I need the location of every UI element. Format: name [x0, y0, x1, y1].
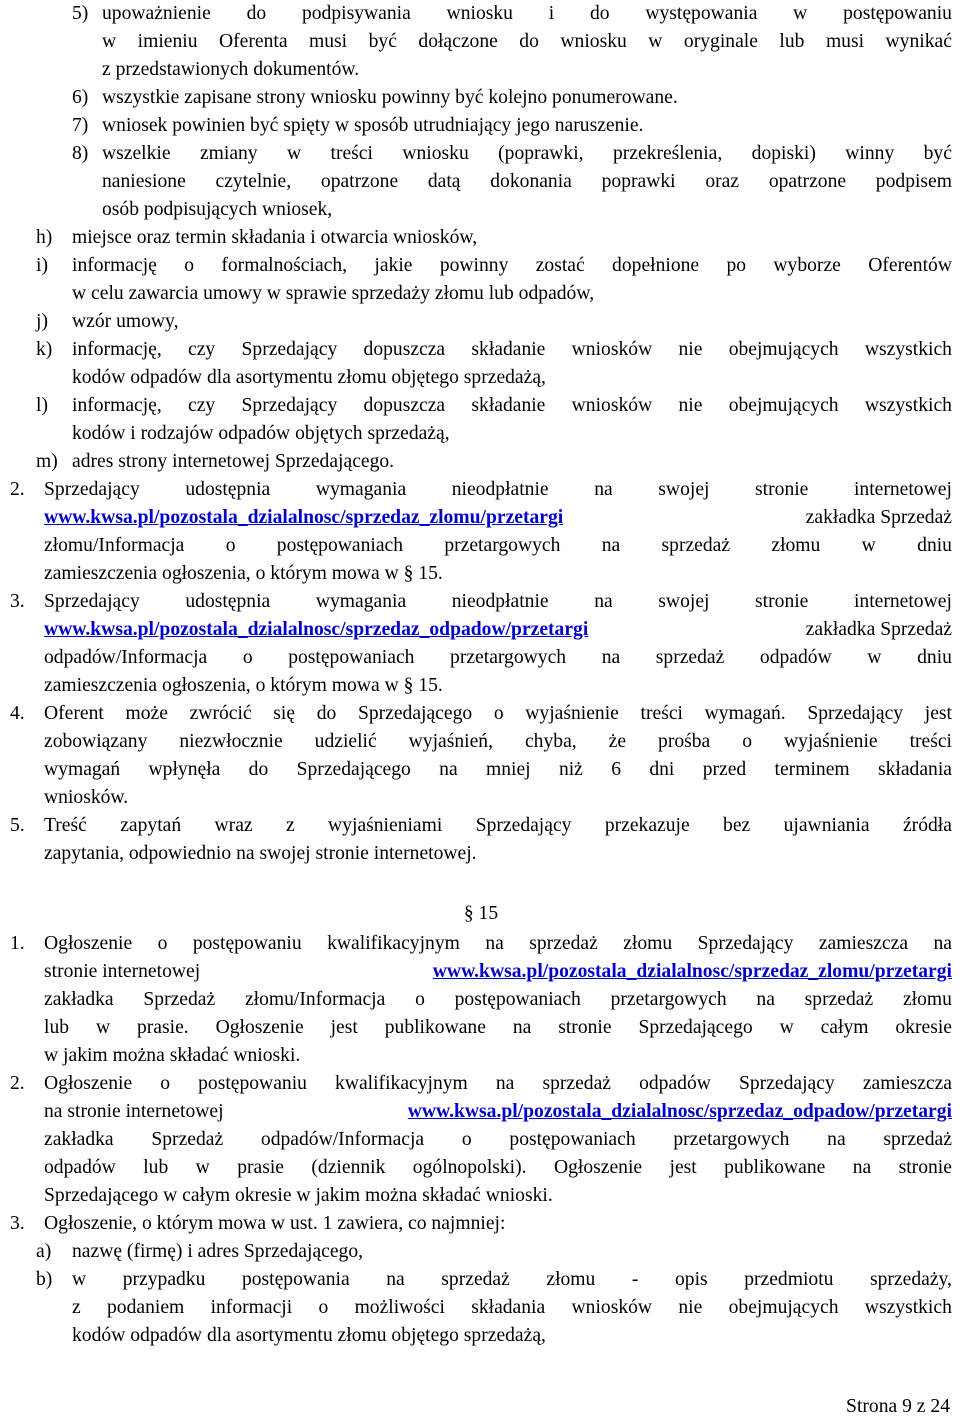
paragraph-number: 5. [10, 815, 25, 836]
paragraph-line [44, 616, 952, 644]
paragraph-line: zapytania, odpowiednio na swojej stronie internetowej. [44, 843, 477, 864]
paragraph-line: Sprzedający udostępnia wymagania nieodpłatnie na swojej stronie internetowej [44, 591, 952, 612]
letter-item-line: kodów odpadów dla asortymentu złomu objętego sprzedażą, [72, 367, 546, 388]
sub-item-line: w imieniu Oferenta musi być dołączone do wniosku w oryginale lub musi wynikać [102, 31, 952, 52]
letter-item-label: b) [36, 1269, 53, 1290]
paragraph-line: Sprzedającego w całym okresie w jakim można składać wnioski. [44, 1185, 553, 1206]
paragraph-number: 3. [10, 591, 25, 612]
letter-item-line: adres strony internetowej Sprzedającego. [72, 451, 395, 472]
paragraph-line [44, 504, 952, 532]
letter-item-label: h) [36, 227, 53, 248]
paragraph-line [44, 958, 952, 986]
letter-item-line: nazwę (firmę) i adres Sprzedającego, [72, 1241, 364, 1262]
scrap-tenders-link[interactable]: www.kwsa.pl/pozostala_dzialalnosc/sprzedaz_zlomu/przetargi [432, 961, 952, 982]
paragraph-text: zakładka Sprzedaż [805, 507, 952, 528]
letter-item-label: l) [36, 395, 48, 416]
sub-item-number: 8) [72, 143, 89, 164]
paragraph-line: zobowiązany niezwłocznie udzielić wyjaśnień, chyba, że prośba o wyjaśnienie treści [44, 731, 952, 752]
paragraph-line: lub w prasie. Ogłoszenie jest publikowane na stronie Sprzedającego w całym okresie [44, 1017, 952, 1038]
paragraph-number: 2. [10, 479, 25, 500]
paragraph-line: Sprzedający udostępnia wymagania nieodpłatnie na swojej stronie internetowej [44, 479, 952, 500]
paragraph-line: Oferent może zwrócić się do Sprzedającego o wyjaśnienie treści wymagań. Sprzedający jest [44, 703, 952, 724]
sub-item-number: 5) [72, 3, 89, 24]
letter-item-line: informację o formalnościach, jakie powinny zostać dopełnione po wyborze Oferentów [72, 255, 952, 276]
paragraph-line: Ogłoszenie, o którym mowa w ust. 1 zawiera, co najmniej: [44, 1213, 506, 1234]
paragraph-text: stronie internetowej [44, 961, 201, 982]
letter-item-line: wzór umowy, [72, 311, 179, 332]
paragraph-number: 1. [10, 933, 25, 954]
paragraph-line [44, 1098, 952, 1126]
sub-item-line: naniesione czytelnie, opatrzone datą dokonania poprawki oraz opatrzone podpisem [102, 171, 952, 192]
letter-item-line: informację, czy Sprzedający dopuszcza składanie wniosków nie obejmujących wszystkich [72, 395, 952, 416]
paragraph-line: wniosków. [44, 787, 129, 808]
sub-item-line: osób podpisujących wniosek, [102, 199, 333, 220]
letter-item-line: miejsce oraz termin składania i otwarcia wniosków, [72, 227, 478, 248]
paragraph-line: wymagań wpłynęła do Sprzedającego na mniej niż 6 dni przed terminem składania [44, 759, 952, 780]
letter-item-line: w przypadku postępowania na sprzedaż złomu - opis przedmiotu sprzedaży, [72, 1269, 952, 1290]
paragraph-line: Treść zapytań wraz z wyjaśnieniami Sprzedający przekazuje bez ujawniania źródła [44, 815, 952, 836]
sub-item-line: z przedstawionych dokumentów. [102, 59, 360, 80]
sub-item-number: 7) [72, 115, 89, 136]
letter-item-label: a) [36, 1241, 52, 1262]
paragraph-line: w jakim można składać wnioski. [44, 1045, 301, 1066]
sub-item-line: wszelkie zmiany w treści wniosku (poprawki, przekreślenia, dopiski) winny być [102, 143, 952, 164]
sub-item-line: upoważnienie do podpisywania wniosku i do występowania w postępowaniu [102, 3, 952, 24]
paragraph-line: zakładka Sprzedaż odpadów/Informacja o postępowaniach przetargowych na sprzedaż [44, 1129, 952, 1150]
page-number-footer: Strona 9 z 24 [846, 1396, 950, 1417]
paragraph-number: 2. [10, 1073, 25, 1094]
paragraph-line: zamieszczenia ogłoszenia, o którym mowa w § 15. [44, 675, 443, 696]
letter-item-label: i) [36, 255, 48, 276]
paragraph-line: zamieszczenia ogłoszenia, o którym mowa w § 15. [44, 563, 443, 584]
paragraph-line: zakładka Sprzedaż złomu/Informacja o postępowaniach przetargowych na sprzedaż złomu [44, 989, 952, 1010]
paragraph-line: złomu/Informacja o postępowaniach przetargowych na sprzedaż złomu w dniu [44, 535, 952, 556]
sub-item-line: wszystkie zapisane strony wniosku powinny być kolejno ponumerowane. [102, 87, 678, 108]
paragraph-number: 4. [10, 703, 25, 724]
sub-item-number: 6) [72, 87, 89, 108]
paragraph-text: zakładka Sprzedaż [805, 619, 952, 640]
paragraph-line: Ogłoszenie o postępowaniu kwalifikacyjnym na sprzedaż złomu Sprzedający zamieszcza na [44, 933, 952, 954]
paragraph-text: na stronie internetowej [44, 1101, 224, 1122]
letter-item-line: z podaniem informacji o możliwości składania wniosków nie obejmujących wszystkich [72, 1297, 952, 1318]
waste-tenders-link[interactable]: www.kwsa.pl/pozostala_dzialalnosc/sprzedaz_odpadow/przetargi [44, 619, 589, 640]
paragraph-line: Ogłoszenie o postępowaniu kwalifikacyjnym na sprzedaż odpadów Sprzedający zamieszcza [44, 1073, 952, 1094]
letter-item-line: kodów i rodzajów odpadów objętych sprzedażą, [72, 423, 450, 444]
paragraph-line: odpadów lub w prasie (dziennik ogólnopolski). Ogłoszenie jest publikowane na stronie [44, 1157, 952, 1178]
sub-item-line: wniosek powinien być spięty w sposób utrudniający jego naruszenie. [102, 115, 644, 136]
letter-item-label: k) [36, 339, 53, 360]
scrap-tenders-link[interactable]: www.kwsa.pl/pozostala_dzialalnosc/sprzedaz_zlomu/przetargi [44, 507, 564, 528]
letter-item-line: kodów odpadów dla asortymentu złomu objętego sprzedażą, [72, 1325, 546, 1346]
section-heading: § 15 [463, 903, 499, 924]
paragraph-line: odpadów/Informacja o postępowaniach przetargowych na sprzedaż odpadów w dniu [44, 647, 952, 668]
letter-item-line: w celu zawarcia umowy w sprawie sprzedaży złomu lub odpadów, [72, 283, 595, 304]
letter-item-label: m) [36, 451, 58, 472]
letter-item-line: informację, czy Sprzedający dopuszcza składanie wniosków nie obejmujących wszystkich [72, 339, 952, 360]
paragraph-number: 3. [10, 1213, 25, 1234]
waste-tenders-link[interactable]: www.kwsa.pl/pozostala_dzialalnosc/sprzedaz_odpadow/przetargi [407, 1101, 952, 1122]
letter-item-label: j) [36, 311, 48, 332]
